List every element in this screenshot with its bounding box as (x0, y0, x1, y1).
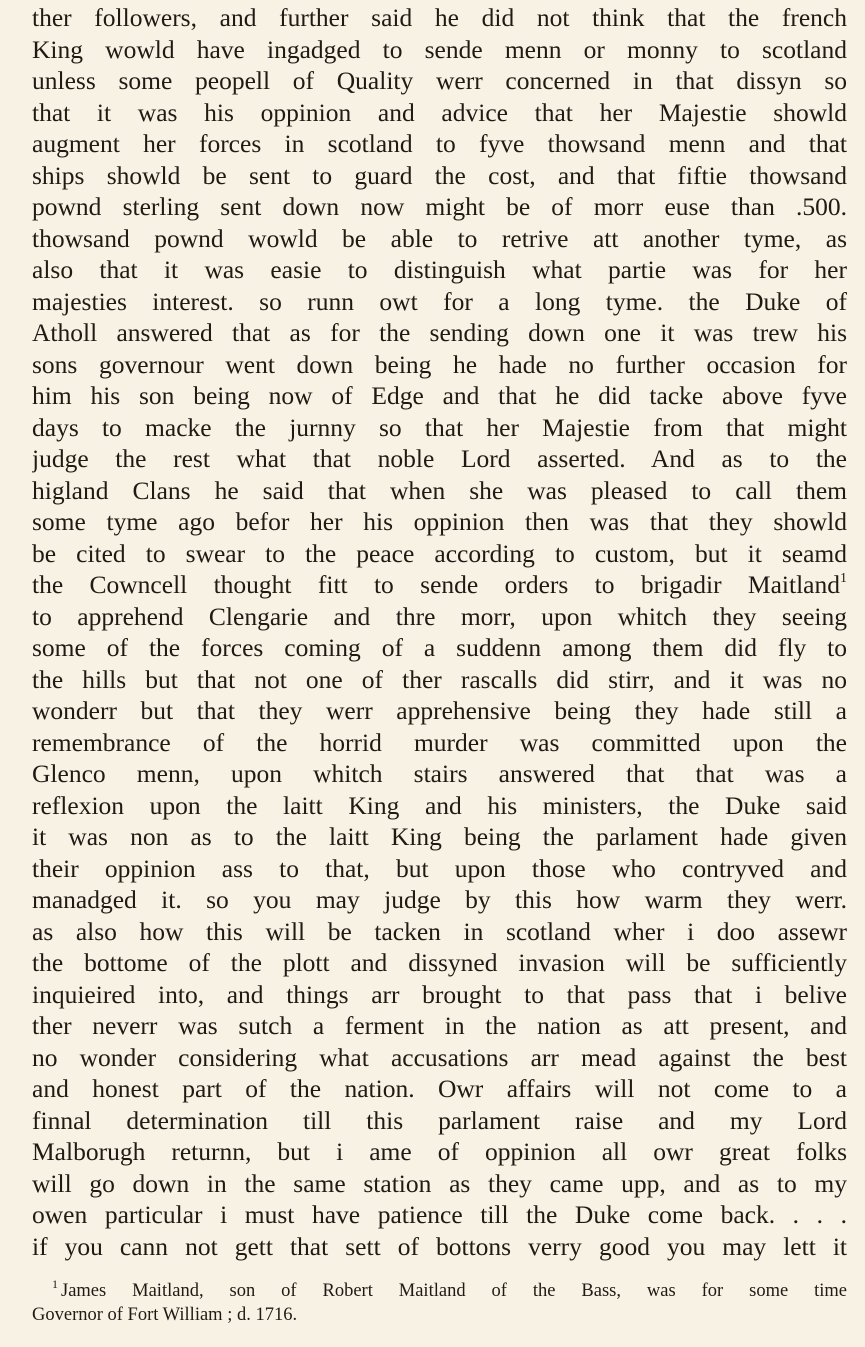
text-line: the hills but that not one of ther rascalls did stirr, and it was no (32, 664, 847, 694)
text-line: days to macke the jurnny so that her Majestie from that might (32, 412, 847, 442)
text-line: will go down in the same station as they came upp, and as to my (32, 1168, 847, 1198)
text-line: him his son being now of Edge and that he did tacke above fyve (32, 381, 847, 410)
text-line: reflexion upon the laitt King and his ministers, the Duke said (32, 790, 847, 820)
text-line: as also how this will be tacken in scotland wher i doo assewr (32, 916, 847, 946)
text-line: and honest part of the nation. Owr affairs will not come to a (32, 1074, 847, 1103)
text-line: majesties interest. so runn owt for a long tyme. the Duke of (32, 286, 847, 316)
text-line: augment her forces in scotland to fyve thowsand menn and that (32, 129, 847, 158)
text-line: King wowld have ingadged to sende menn or monny to scotland (32, 34, 847, 64)
text-line: ships showld be sent to guard the cost, and that fiftie thowsand (32, 160, 847, 190)
footnote-line (32, 1279, 847, 1303)
text-line: be cited to swear to the peace according to custom, but it seamd (32, 538, 847, 568)
text-line: finnal determination till this parlament raise and my Lord (32, 1105, 847, 1135)
footnote-reference: 1 (840, 571, 847, 586)
text-line: manadged it. so you may judge by this how warm they werr. (32, 885, 847, 914)
footnote-text: James Maitland, son of Robert Maitland of the Bass, was for some time (61, 1281, 847, 1301)
text-line: no wonder considering what accusations arr mead against the best (32, 1042, 847, 1072)
text-line: Malborugh returnn, but i ame of oppinion all owr great folks (32, 1137, 847, 1166)
text-line: the bottome of the plott and dissyned invasion will be sufficiently (32, 948, 847, 977)
text-line: Atholl answered that as for the sending down one it was trew his (32, 318, 847, 347)
text-line: inquieired into, and things arr brought to that pass that i belive (32, 979, 847, 1009)
text-line: to apprehend Clengarie and thre morr, upon whitch they seeing (32, 601, 847, 631)
text-line: thowsand pownd wowld be able to retrive att another tyme, as (32, 223, 847, 253)
text-line: remembrance of the horrid murder was committed upon the (32, 727, 847, 757)
text-line: their oppinion ass to that, but upon those who contryved and (32, 853, 847, 883)
text-line: that it was his oppinion and advice that her Majestie showld (32, 97, 847, 127)
text-line: unless some peopell of Quality werr concerned in that dissyn so (32, 66, 847, 95)
text-line: if you cann not gett that sett of bottons verry good you may lett it (32, 1231, 847, 1261)
text-line: pownd sterling sent down now might be of morr euse than .500. (32, 192, 847, 221)
text-line: some of the forces coming of a suddenn among them did fly to (32, 633, 847, 662)
text-line: some tyme ago befor her his oppinion then was that they showld (32, 507, 847, 536)
text-line: judge the rest what that noble Lord asserted. And as to the (32, 444, 847, 473)
text-segment: the Cowncell thought fitt to sende orders to brigadir Maitland (32, 570, 840, 599)
footnote (32, 1279, 847, 1327)
text-line: ther followers, and further said he did not think that the french (32, 3, 847, 32)
text-line: ther neverr was sutch a ferment in the nation as att present, and (32, 1011, 847, 1040)
text-line: wonderr but that they werr apprehensive being they hade still a (32, 696, 847, 725)
text-line: also that it was easie to distinguish what partie was for her (32, 255, 847, 284)
footnote-mark: 1 (52, 1277, 58, 1291)
text-line: Glenco menn, upon whitch stairs answered that that was a (32, 759, 847, 788)
text-line-with-footnote-ref (32, 569, 847, 601)
text-line: higland Clans he said that when she was pleased to call them (32, 475, 847, 505)
text-line: owen particular i must have patience till the Duke come back. . . . (32, 1200, 847, 1229)
body-text (32, 2, 847, 1262)
text-line: it was non as to the laitt King being the parlament hade given (32, 822, 847, 851)
footnote-line: Governor of Fort William ; d. 1716. (32, 1305, 298, 1325)
text-line: sons governour went down being he hade no further occasion for (32, 349, 847, 379)
